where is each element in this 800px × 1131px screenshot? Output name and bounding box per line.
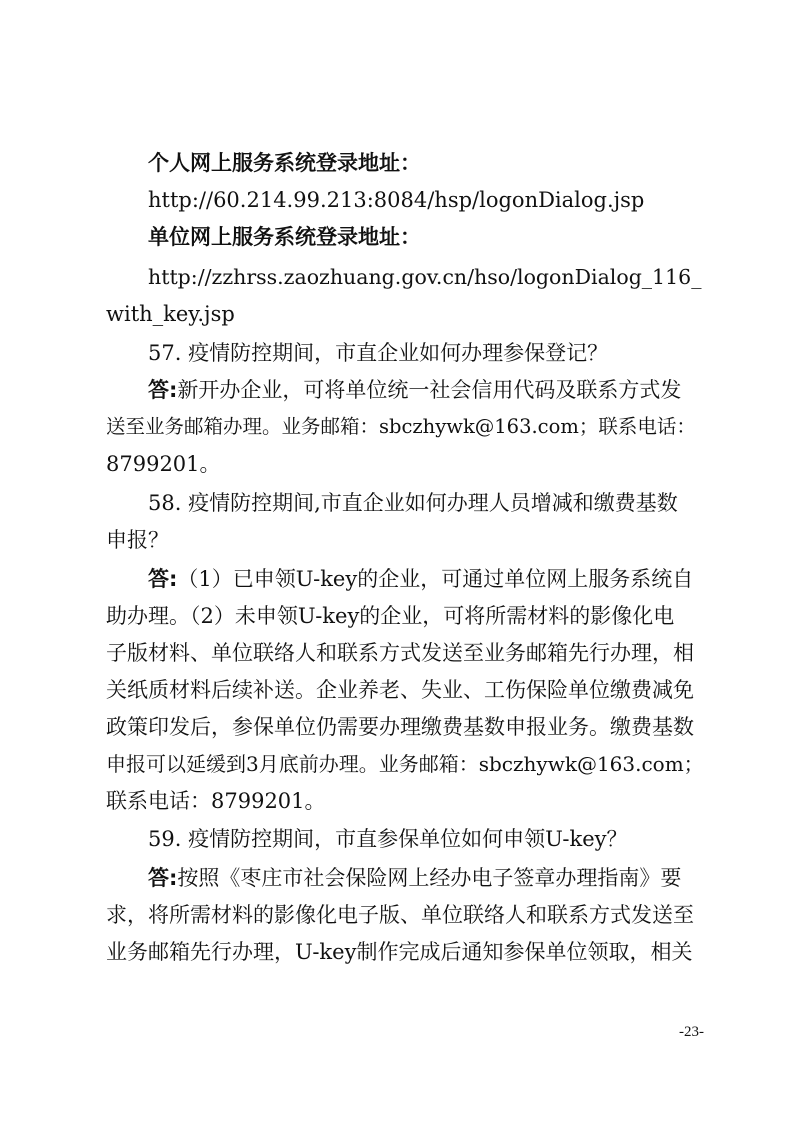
answer-58-line3: 子版材料、单位联络人和联系方式发送至业务邮箱先行办理，相: [106, 641, 694, 665]
question-58-line1: 58. 疫情防控期间,市直企业如何办理人员增减和缴费基数: [148, 491, 678, 515]
question-57: 57. 疫情防控期间，市直企业如何办理参保登记？: [148, 341, 609, 365]
question-58-line2: 申报？: [106, 528, 169, 552]
answer-text: 按照《枣庄市社会保险网上经办电子签章办理指南》要: [177, 866, 682, 890]
answer-text: （1）已申领U-key的企业，可通过单位网上服务系统自: [177, 567, 694, 591]
answer-58-line6: 申报可以延缓到3月底前办理。业务邮箱：sbczhywk@163.com；: [106, 752, 704, 776]
answer-57-line2: 送至业务邮箱办理。业务邮箱：sbczhywk@163.com；联系电话：: [106, 415, 696, 438]
answer-58-line5: 政策印发后，参保单位仍需要办理缴费基数申报业务。缴费基数: [106, 715, 694, 739]
answer-label: 答:: [148, 567, 178, 591]
answer-59-line2: 求，将所需材料的影像化电子版、单位联络人和联系方式发送至: [106, 903, 694, 927]
url-unit-login-line1: http://zzhrss.zaozhuang.gov.cn/hso/logonDialog_116_: [148, 265, 702, 289]
answer-57-line1: [0, 372, 800, 408]
url-personal-login: http://60.214.99.213:8084/hsp/logonDialog.jsp: [148, 188, 645, 212]
answer-58-line1: [0, 561, 800, 597]
answer-58-line7: 联系电话：8799201。: [106, 789, 326, 813]
answer-58-line2: 助办理。（2）未申领U-key的企业，可将所需材料的影像化电: [106, 604, 675, 628]
answer-59-line1: [0, 860, 800, 896]
page-number: -23-: [679, 1024, 704, 1040]
answer-58-line4: 关纸质材料后续补送。企业养老、失业、工伤保险单位缴费减免: [106, 678, 694, 702]
answer-57-line3: 8799201。: [106, 452, 221, 476]
question-59: 59. 疫情防控期间，市直参保单位如何申领U-key？: [148, 827, 628, 851]
answer-label: 答:: [148, 866, 178, 890]
url-unit-login-line2: with_key.jsp: [106, 302, 235, 326]
answer-label: 答:: [148, 378, 178, 402]
heading-unit-login: 单位网上服务系统登录地址：: [148, 225, 421, 249]
answer-text: 新开办企业，可将单位统一社会信用代码及联系方式发: [177, 378, 682, 402]
answer-59-line3: 业务邮箱先行办理，U-key制作完成后通知参保单位领取，相关: [106, 940, 693, 964]
heading-personal-login: 个人网上服务系统登录地址：: [148, 151, 421, 175]
